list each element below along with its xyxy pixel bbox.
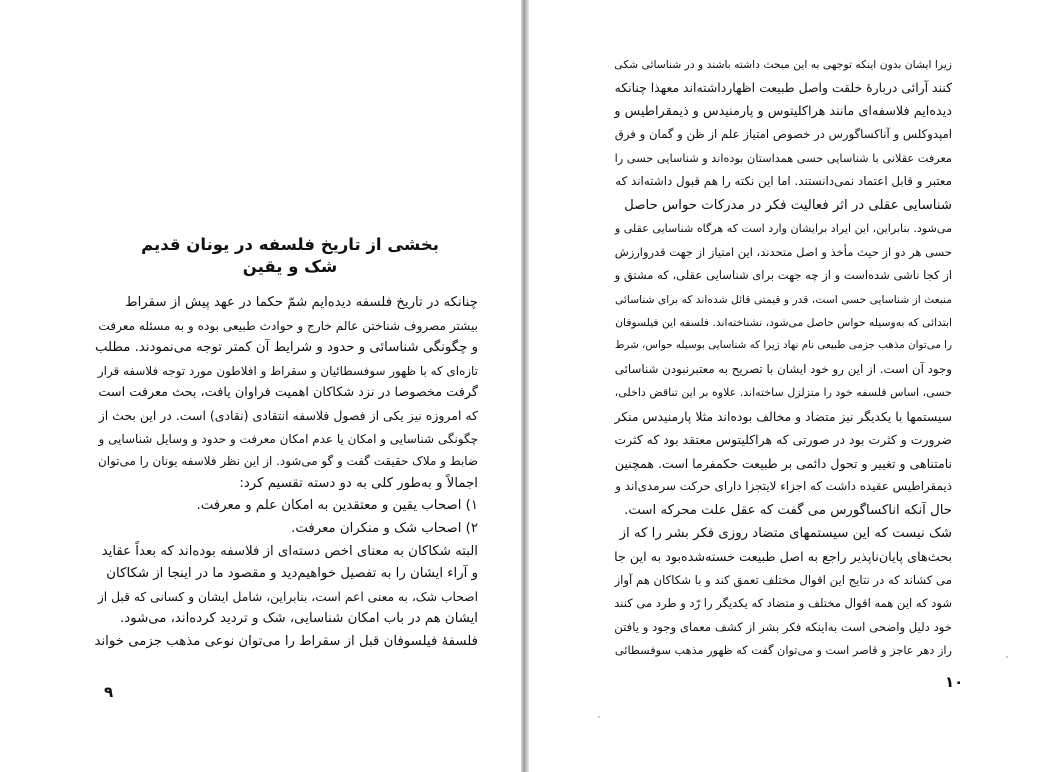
left-page-body — [94, 292, 478, 654]
page-number-right: ۱۰ — [945, 673, 964, 691]
text-line: ایشان هم در باب امکان شناسایی، شک و تردید کرده‌اند، می‌شود. — [120, 611, 478, 627]
text-line: چنانکه در تاریخ فلسفه دیده‌ایم شمّ حکما در عهد پیش از سقراط — [125, 295, 478, 310]
text-line: حسی هر دو از حیث مأخذ و اصل متحدند، این امتیاز از جهت قدروارزش — [614, 244, 952, 259]
chapter-title-line1: بخشی از تاریخ فلسفه در یونان قدیم — [141, 235, 439, 254]
text-line: تازه‌ای که با ظهور سوفسطائیان و سقراط و افلاطون مورد توجه فلاسفه قرار — [97, 363, 478, 378]
text-line: ضابط و ملاک حقیقت گفت و گو می‌شود. از این نظر فلاسفه یونان را می‌توان — [98, 454, 478, 469]
text-line: وجود آن است. از این رو خود ایشان با تصریح به معتبرنبودن شناسائی — [614, 361, 952, 376]
text-line: ذیمقراطیس عقیده داشت که اجزاء لایتجزا دارای حرکت سرمدی‌اند و — [615, 479, 952, 494]
text-line: اجمالاً و بەطور کلی به دو دسته تقسیم کرد: — [239, 475, 478, 491]
text-line: سیستمها با یکدیگر نیز متضاد و مخالف بوده‌اند مثلا پارمنیدس منکر — [614, 408, 952, 424]
text-line: شک نیست که این سیستمهای متضاد روزی فکر بشر را که از — [619, 526, 952, 542]
right-page-body — [611, 53, 952, 663]
text-line: بحث‌های پایان‌ناپذیر راجع به اصل طبیعت خسته‌شده‌بود به این جا — [614, 549, 952, 565]
text-line: چگونگی شناسایی و امکان یا عدم امکان معرفت و حدود و وسایل شناسایی و — [98, 431, 478, 446]
text-line: و چگونگی شناسائی و حدود و شرایط آن کمتر توجه می‌نمودند. مطلب — [94, 340, 478, 356]
paper-speck — [598, 716, 600, 718]
text-line: اصحاب شک، به معنی اعم است، بنابراین، شامل ایشان و کسانی که قبل از — [97, 589, 478, 604]
text-line: ضرورت و کثرت بود در صورتی که هراکلیتوس معتقد بود که کثرت — [614, 432, 952, 448]
text-line: کنند آرائی دربارهٔ خلقت واصل طبیعت اظهارداشته‌اند معهذا چنانکه — [614, 80, 952, 96]
text-line: ابتدائی که بەوسیله حواس حاصل می‌شود، نشناخته‌اند. فلسفه این فیلسوفان — [615, 315, 952, 329]
text-line: معرفت عقلانی با شناسایی حسی همداستان بوده‌اند و شناسایی حسی را — [614, 151, 952, 165]
text-line: معتبر و قابل اعتماد نمی‌دانستند. اما این نکته را هم قبول داشته‌اند که — [615, 174, 952, 189]
text-line: نامتناهی و تغییر و تحول دائمی بر طبیعت حکمفرما است. همچنین — [614, 455, 952, 471]
text-line: فلسفهٔ فیلسوفان قبل از سقراط را می‌توان نوعی مذهب جزمی خواند — [94, 633, 478, 649]
text-line: را می‌توان مذهب جزمی طبیعی نام نهاد زیرا که شناسایی بوسیله حواس، شرط — [614, 339, 952, 352]
page-number-left: ۹ — [104, 683, 114, 701]
text-line: دیده‌ایم فلاسفه‌ای مانند هراکلیتوس و پارمنیدس و ذیمقراطیس و — [614, 103, 952, 119]
text-line: بیشتر مصروف شناختن عالم خارج و حوادث طبیعی بوده و به مسئله معرفت — [98, 318, 478, 333]
text-line: زیرا ایشان بدون اینکه توجهی به این مبحث داشته باشند و در شناسائی شکی — [614, 58, 952, 71]
paper-speck — [1006, 656, 1008, 658]
chapter-subtitle: شک و یقین — [242, 257, 338, 276]
text-line: که امروزه نیز یکی از فصول فلاسفه انتقادی (نقادی) است. در این بحث از — [98, 407, 478, 423]
text-line: راز دهر عاجز و قاصر است و می‌توان گفت که ظهور مذهب سوفسطائی — [614, 644, 952, 658]
text-line: حسی، اساس فلسفه خود را متزلزل ساخته‌اند. علاوه بر این تناقض داخلی، — [614, 386, 952, 400]
chapter-title — [140, 234, 440, 278]
text-line: ۱) اصحاب یقین و معتقدین به امکان علم و معرفت. — [196, 498, 478, 514]
text-line: از کجا ناشی شده‌است و از چه جهت برای شناسایی عقلی، که مشتق و — [614, 268, 952, 283]
text-line: و آراء ایشان را به تفصیل خواهیم‌دید و مقصود ما در اینجا از شکاکان — [106, 566, 478, 582]
text-line: می کشاند که در نتایج این اقوال مختلف تعمق کند و با شکاکان هم آواز — [614, 572, 952, 587]
text-line: خود دلیل واضحی است به‌اینکه فکر بشر از کشف معمای وجود و یافتن — [614, 619, 952, 634]
book-gutter — [521, 0, 529, 772]
text-line: منبعث از شناسایی حسی است، قدر و قیمتی قائل شده‌اند که برای شناسائی — [614, 292, 952, 306]
text-line: می‌شود. بنابراین، این ایراد برایشان وارد است که هرگاه شناسایی عقلی و — [614, 222, 952, 236]
text-line: حال آنکه اناکساگورس می گفت که عقل علت محرکه است. — [624, 502, 952, 518]
text-line: البته شکاکان به معنای اخص دسته‌ای از فلاسفه بوده‌اند که بعداً عقاید — [101, 543, 478, 559]
text-line: ۲) اصحاب شک و منکران معرفت. — [291, 520, 478, 536]
text-line: گرفت مخصوصا در نزد شکاکان اهمیت فراوان یافت، بحث معرفت است — [98, 385, 478, 401]
text-line: شناسایی عقلی در اثر فعالیت فکر در مدرکات حواس حاصل — [624, 197, 952, 213]
text-line: شود که این همه اقوال مختلف و متضاد که یکدیگر را رّد و طرد می کنند — [614, 596, 952, 611]
text-line: امپدوکلس و آناکساگورس در خصوص امتیاز علم از ظن و گمان و فرق — [614, 127, 952, 142]
